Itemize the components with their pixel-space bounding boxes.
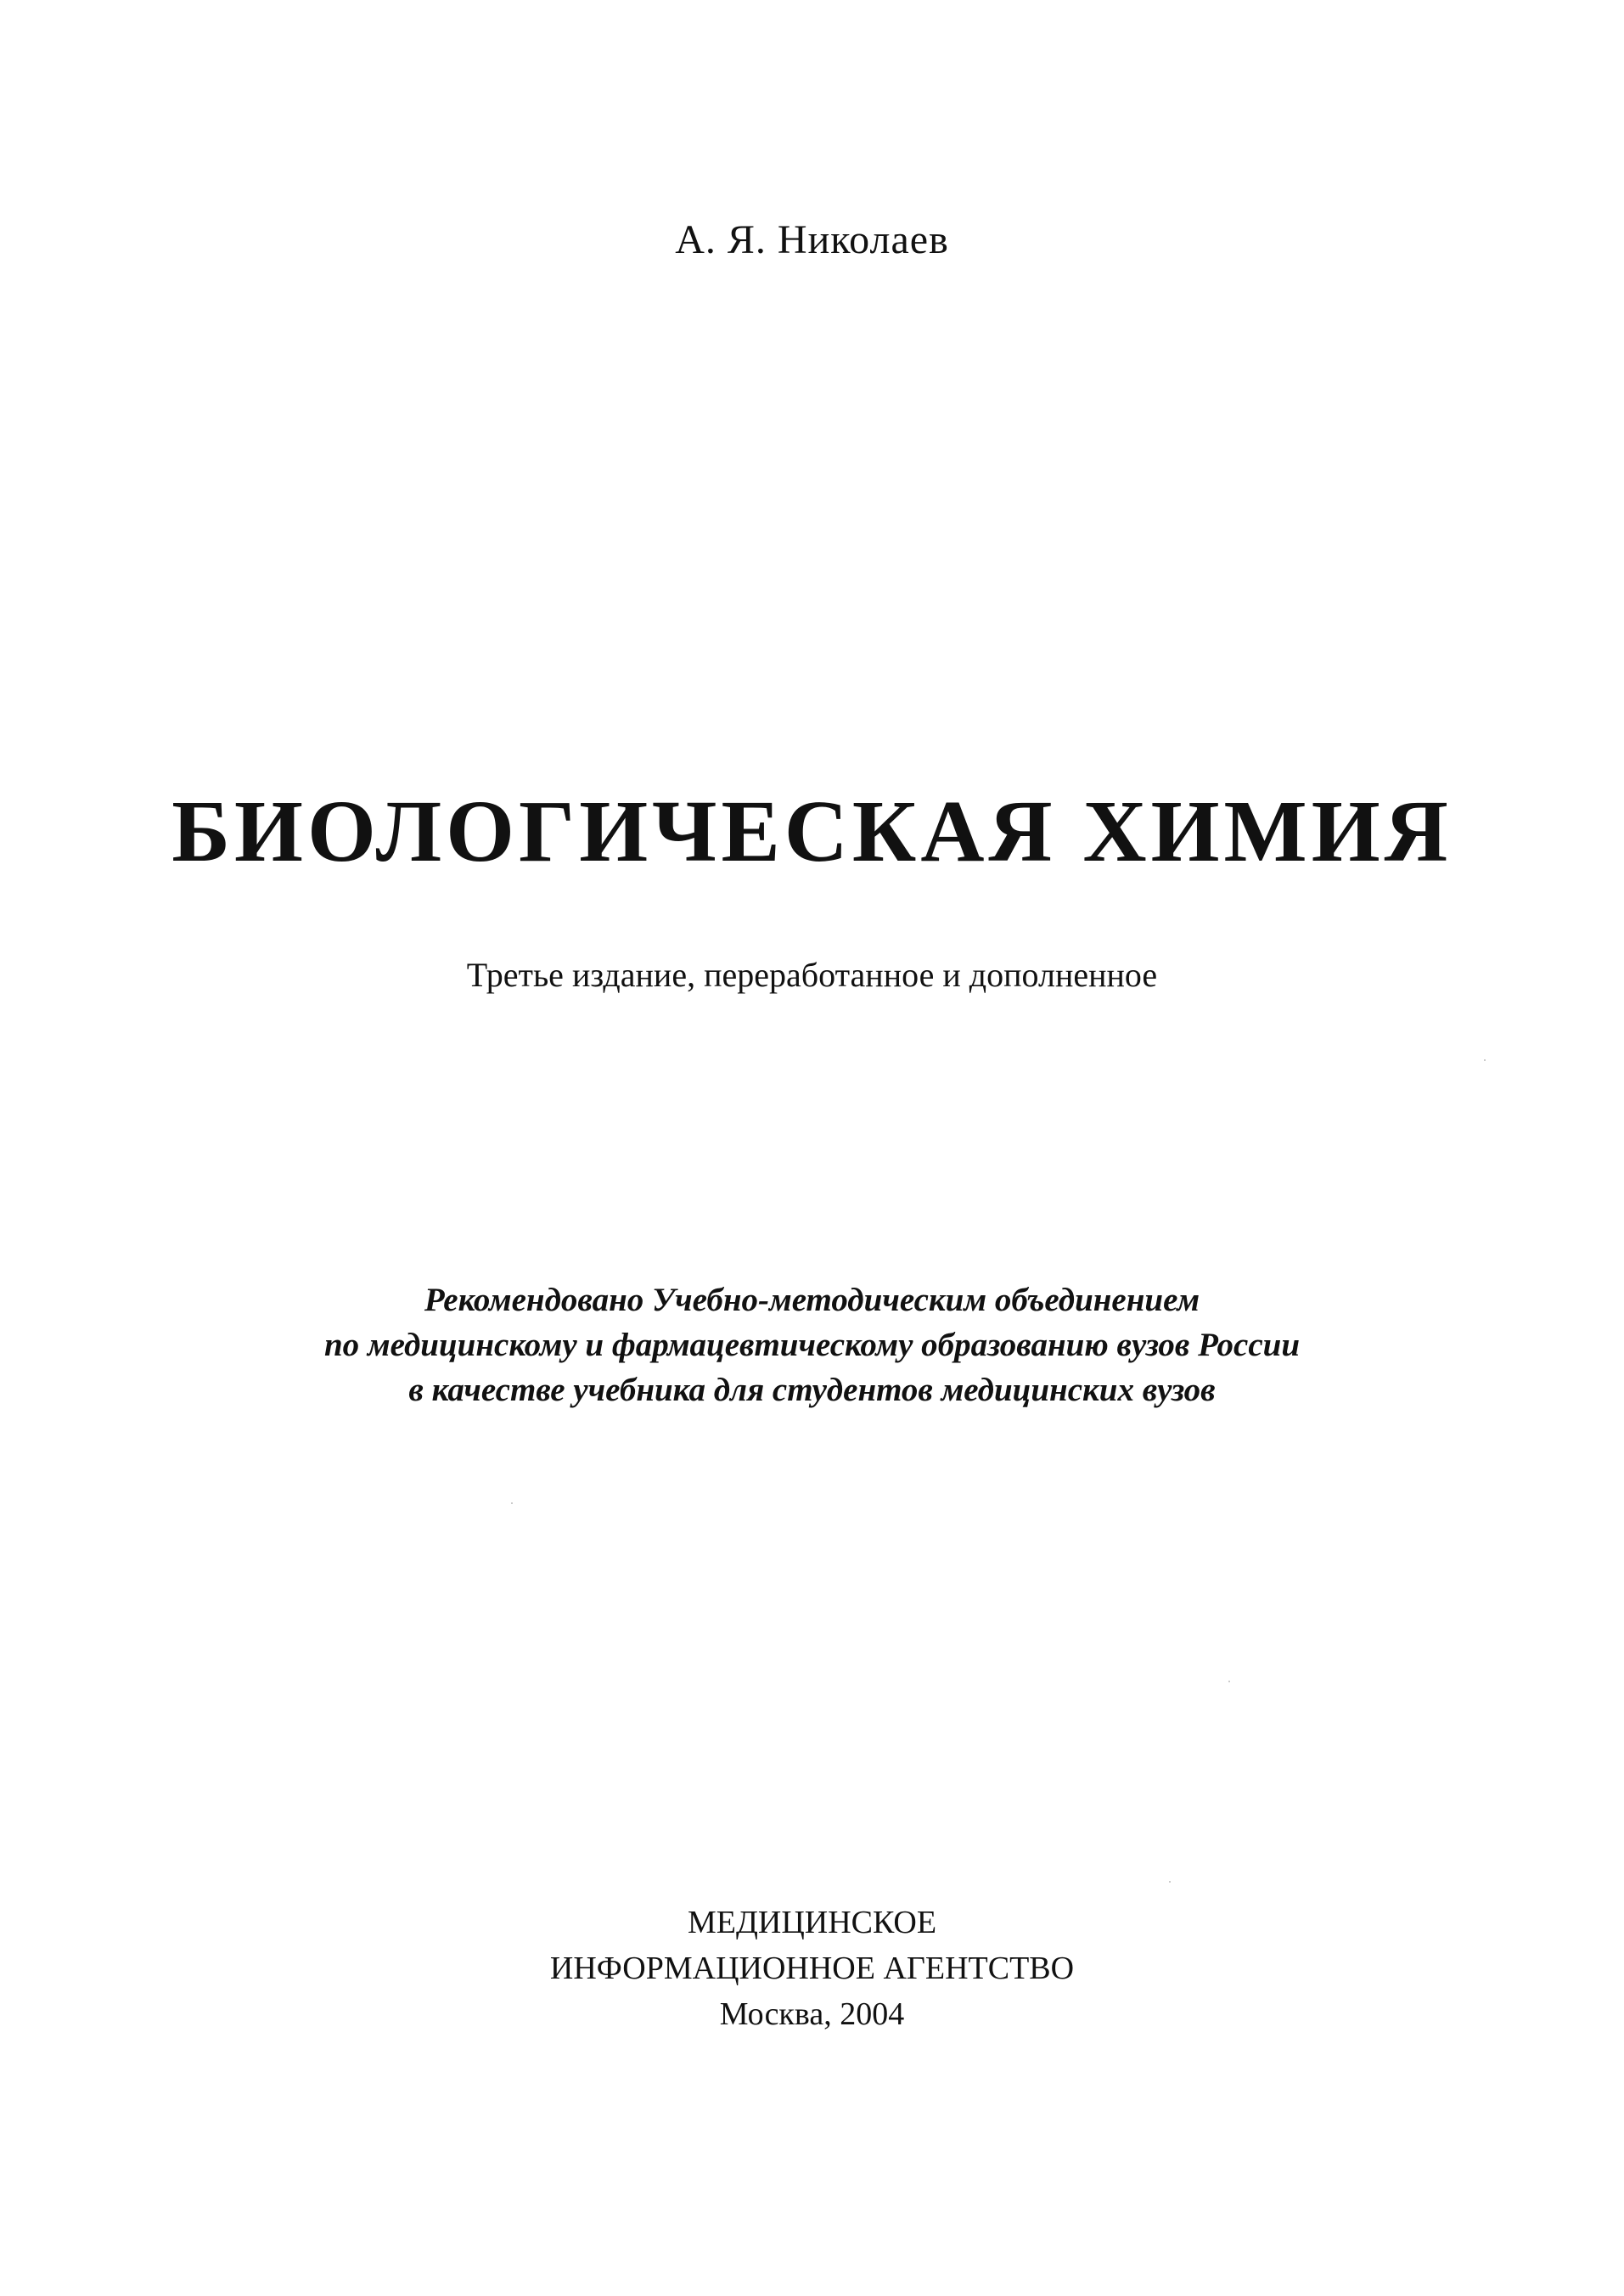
publisher-name-line1: МЕДИЦИНСКОЕ [687,1905,937,1940]
scan-speck [1484,1059,1486,1061]
publisher-name-line2: ИНФОРМАЦИОННОЕ АГЕНТСТВО [549,1951,1075,1986]
scan-speck [511,1502,513,1504]
recommendation-line: в качестве учебника для студентов медицинских вузов [408,1372,1216,1408]
recommendation-block [0,1277,1624,1412]
recommendation-line: по медицинскому и фармацевтическому образованию вузов России [323,1327,1301,1363]
book-title: БИОЛОГИЧЕСКАЯ ХИМИЯ [171,783,1453,880]
recommendation-line: Рекомендовано Учебно-методическим объединением [424,1282,1200,1318]
scan-speck [1169,1881,1171,1883]
edition-note: Третье издание, переработанное и дополненное [466,956,1158,994]
publisher-block [0,1900,1624,2037]
author-name: А. Я. Николаев [675,217,949,262]
publication-place-year: Москва, 2004 [719,1996,905,2032]
scan-speck [1228,1681,1230,1682]
